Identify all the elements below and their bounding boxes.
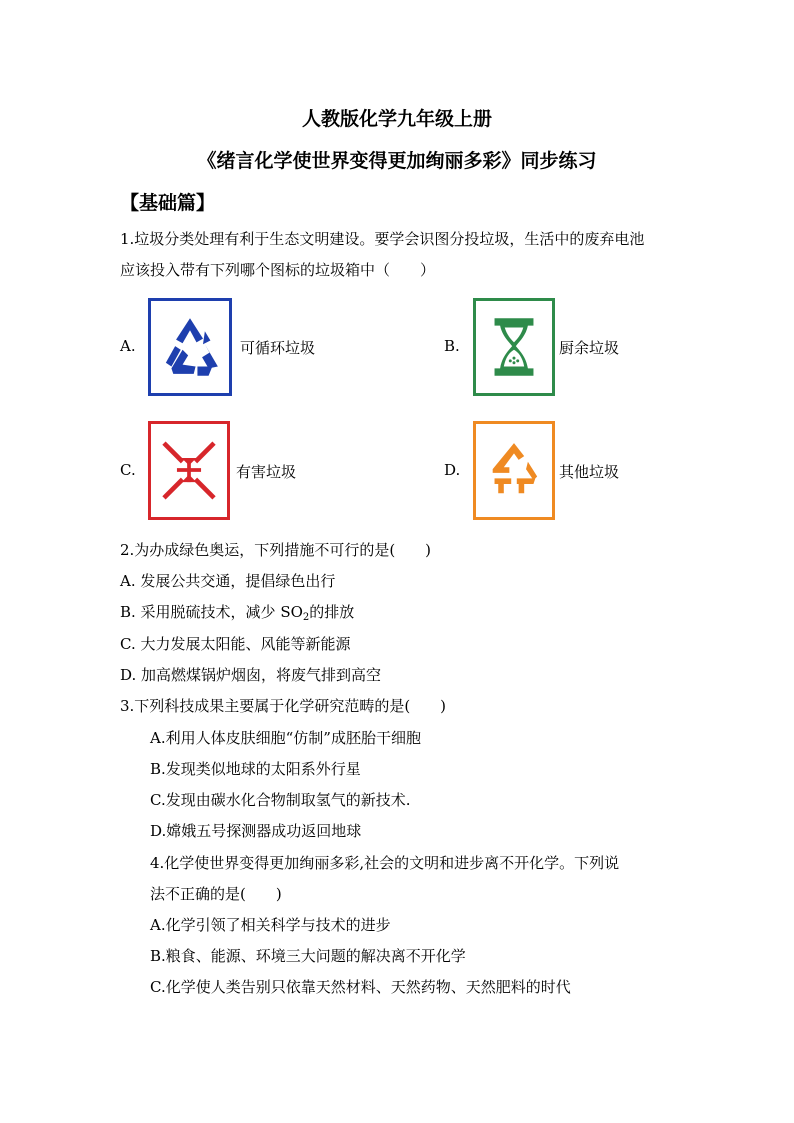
q4-stem-line2: 法不正确的是( ) [150, 885, 282, 903]
q3-option-c: C.发现由碳水化合物制取氢气的新技术. [150, 791, 411, 809]
document-subtitle: 《绪言化学使世界变得更加绚丽多彩》同步练习 [197, 150, 597, 172]
q2-option-b-tail: 的排放 [309, 603, 355, 621]
q1-option-d-caption: 其他垃圾 [559, 463, 620, 481]
q1-option-a-caption: 可循环垃圾 [240, 339, 316, 357]
q2-option-b-text: B. 采用脱硫技术，减少 SO [120, 603, 303, 621]
q1-option-c-caption: 有害垃圾 [236, 463, 297, 481]
q3-option-b: B.发现类似地球的太阳系外行星 [150, 760, 361, 778]
q2-option-c: C. 大力发展太阳能、风能等新能源 [120, 635, 351, 653]
q4-option-b: B.粮食、能源、环境三大问题的解决离不开化学 [150, 947, 466, 965]
q1-option-d-letter: D. [444, 461, 461, 479]
q2-option-a: A. 发展公共交通，提倡绿色出行 [120, 572, 336, 590]
q3-stem: 3.下列科技成果主要属于化学研究范畴的是( ) [120, 697, 447, 715]
hazard-cross-icon [148, 421, 230, 520]
section-heading: 【基础篇】 [120, 192, 216, 214]
q1-stem-line1: 1.垃圾分类处理有利于生态文明建设。要学会识图分投垃圾，生活中的废弃电池 [120, 230, 645, 248]
document-title: 人教版化学九年级上册 [301, 108, 492, 130]
q2-option-b [120, 601, 354, 623]
q2-option-d: D. 加高燃煤锅炉烟囱，将废气排到高空 [120, 666, 382, 684]
recycle-icon [148, 298, 232, 396]
q1-option-c-letter: C. [120, 461, 136, 479]
q3-option-a: A.利用人体皮肤细胞“仿制”成胚胎干细胞 [150, 729, 421, 747]
q1-stem-line2: 应该投入带有下列哪个图标的垃圾箱中（ ） [120, 261, 436, 279]
other-waste-icon [473, 421, 555, 520]
q1-option-a-letter: A. [120, 337, 136, 355]
q2-stem: 2.为办成绿色奥运，下列措施不可行的是( ) [120, 541, 432, 559]
hourglass-icon [473, 298, 555, 396]
q1-option-b-caption: 厨余垃圾 [559, 339, 620, 357]
q3-option-d: D.嫦娥五号探测器成功返回地球 [150, 822, 362, 840]
q4-option-c: C.化学使人类告别只依靠天然材料、天然药物、天然肥料的时代 [150, 978, 571, 996]
q1-option-b-letter: B. [444, 337, 460, 355]
q4-stem-line1: 4.化学使世界变得更加绚丽多彩,社会的文明和进步离不开化学。下列说 [150, 854, 620, 872]
q2-option-b-subscript: 2 [302, 612, 310, 623]
q4-option-a: A.化学引领了相关科学与技术的进步 [150, 916, 391, 934]
